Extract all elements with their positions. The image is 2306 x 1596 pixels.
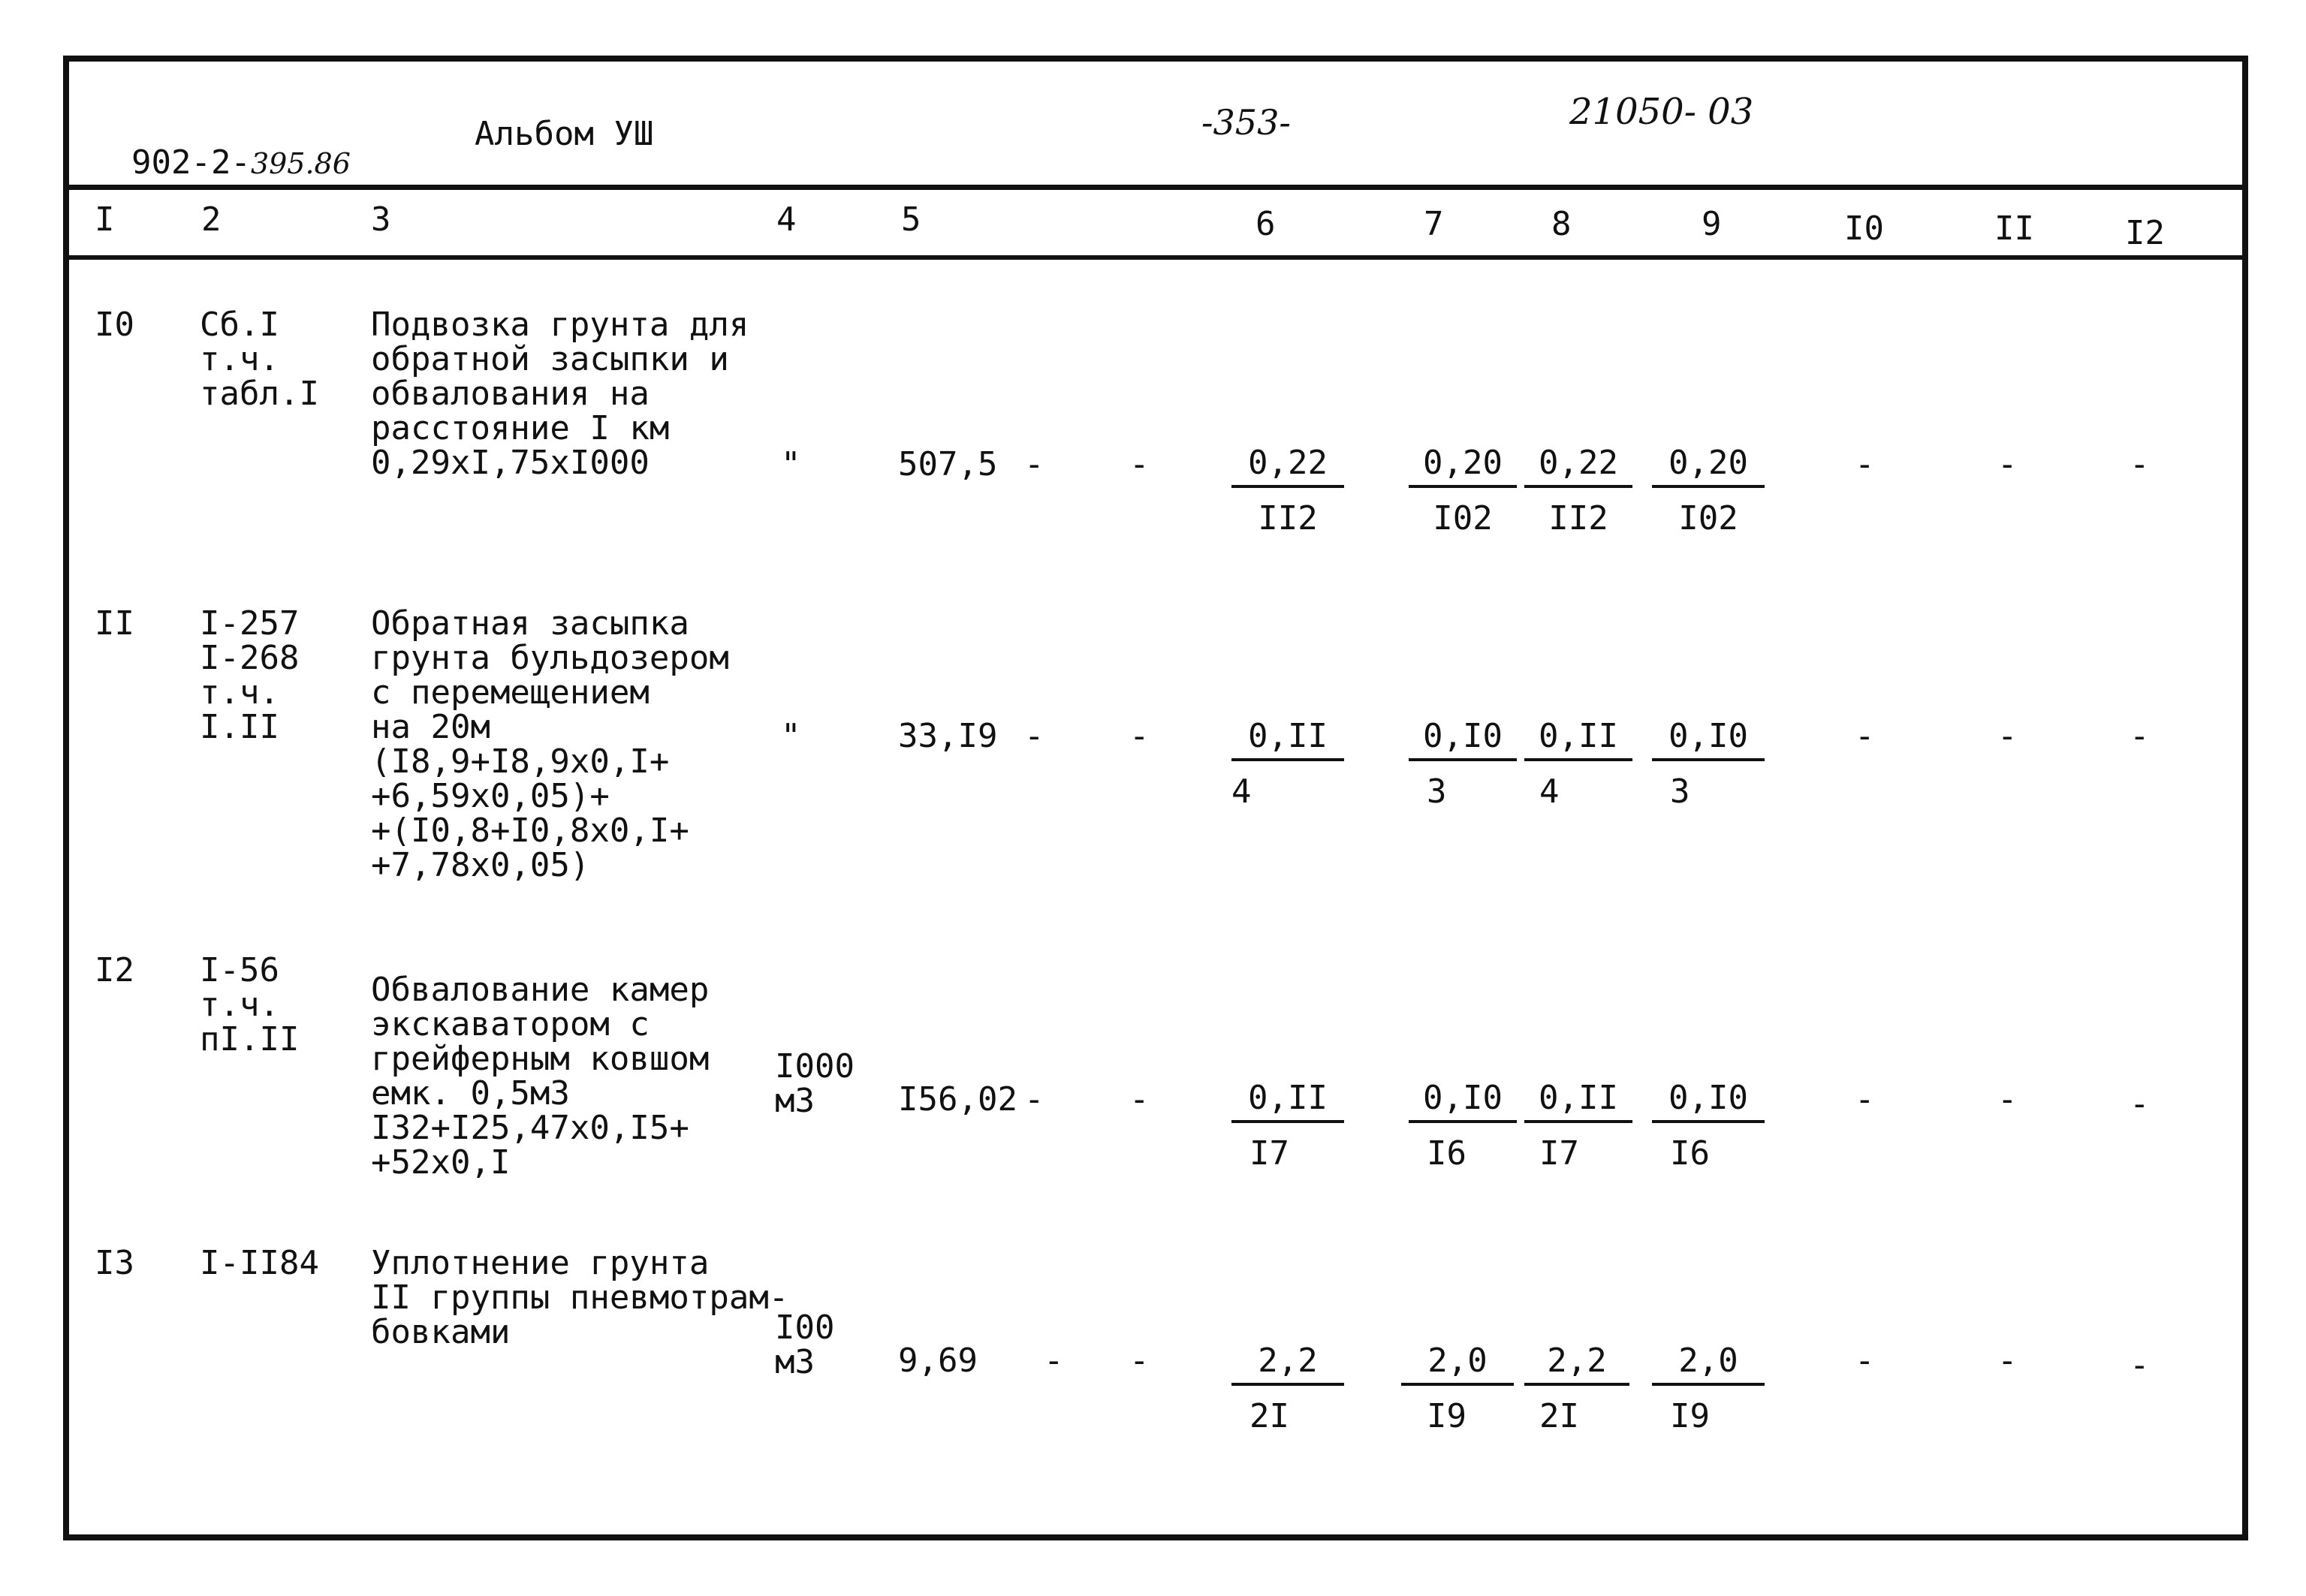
col7-denominator: I9 bbox=[1427, 1397, 1466, 1435]
page-number: -353- bbox=[1201, 102, 1291, 143]
col-header-2: 2 bbox=[201, 200, 222, 239]
row-dash-2: - bbox=[1129, 1080, 1150, 1119]
col6-denominator: I7 bbox=[1249, 1134, 1289, 1173]
col-header-11: II bbox=[1994, 209, 2034, 248]
row-col11: - bbox=[1997, 717, 2018, 755]
row-unit: " bbox=[781, 445, 801, 483]
album-title: Альбом УШ bbox=[475, 115, 654, 153]
col9-denominator: I6 bbox=[1670, 1134, 1710, 1173]
col8-numerator: 0,II bbox=[1524, 719, 1632, 761]
header-rule-bottom bbox=[63, 255, 2248, 260]
row-dash-2: - bbox=[1129, 445, 1150, 483]
row-col11: - bbox=[1997, 1080, 2018, 1119]
row-description: Обвалование камер экскаватором с грейферным ковшом емк. 0,5м3 I32+I25,47х0,I5+ +52х0,I bbox=[371, 971, 710, 1182]
col-header-9: 9 bbox=[1702, 205, 1722, 243]
col9-denominator: I9 bbox=[1670, 1397, 1710, 1435]
col7-numerator: 0,I0 bbox=[1409, 1081, 1517, 1123]
doc-code bbox=[92, 111, 351, 181]
col8-denominator: 2I bbox=[1539, 1397, 1579, 1435]
row-description: Уплотнение грунта II группы пневмотрам- бовками bbox=[371, 1244, 789, 1351]
col-header-5: 5 bbox=[901, 200, 921, 239]
row-unit: I000 м3 bbox=[775, 1047, 855, 1120]
row-col6 bbox=[1231, 1081, 1344, 1171]
col7-denominator: I02 bbox=[1433, 499, 1493, 538]
row-col9 bbox=[1652, 1081, 1765, 1171]
col8-numerator: 2,2 bbox=[1524, 1344, 1629, 1386]
row-col12: - bbox=[2130, 445, 2150, 483]
doc-code-handwritten: 395.86 bbox=[250, 147, 351, 180]
col8-denominator: 4 bbox=[1539, 772, 1560, 811]
col8-numerator: 0,II bbox=[1524, 1081, 1632, 1123]
row-unit: " bbox=[781, 717, 801, 755]
row-col7 bbox=[1409, 719, 1517, 809]
row-dash-1: - bbox=[1024, 717, 1044, 755]
header-rule-top bbox=[63, 185, 2248, 190]
row-col8 bbox=[1524, 1344, 1629, 1434]
row-col10: - bbox=[1855, 445, 1875, 483]
col-header-3: 3 bbox=[371, 200, 391, 239]
col9-denominator: 3 bbox=[1670, 772, 1690, 811]
col9-numerator: 2,0 bbox=[1652, 1344, 1765, 1386]
col-header-12: I2 bbox=[2125, 214, 2165, 252]
row-col7 bbox=[1401, 1344, 1514, 1434]
row-reference: I-II84 bbox=[200, 1244, 319, 1282]
row-col12: - bbox=[2130, 717, 2150, 755]
col6-denominator: 4 bbox=[1231, 772, 1252, 811]
col-header-7: 7 bbox=[1424, 205, 1444, 243]
col6-denominator: 2I bbox=[1249, 1397, 1289, 1435]
col6-numerator: 2,2 bbox=[1231, 1344, 1344, 1386]
row-dash-2: - bbox=[1129, 717, 1150, 755]
row-col8 bbox=[1524, 446, 1632, 536]
row-dash-1: - bbox=[1044, 1342, 1064, 1380]
row-reference: I-56 т.ч. пI.II bbox=[200, 951, 300, 1058]
col-header-10: I0 bbox=[1844, 209, 1884, 248]
col7-numerator: 0,20 bbox=[1409, 446, 1517, 488]
row-number: II bbox=[95, 604, 134, 643]
row-col6 bbox=[1231, 719, 1344, 809]
col-header-1: I bbox=[95, 200, 115, 239]
row-col9 bbox=[1652, 1344, 1765, 1434]
row-col9 bbox=[1652, 446, 1765, 536]
sheet-code: 21050- 03 bbox=[1569, 91, 1754, 133]
col9-numerator: 0,I0 bbox=[1652, 1081, 1765, 1123]
col9-numerator: 0,I0 bbox=[1652, 719, 1765, 761]
row-col10: - bbox=[1855, 1080, 1875, 1119]
col-header-8: 8 bbox=[1551, 205, 1572, 243]
row-col8 bbox=[1524, 719, 1632, 809]
row-col7 bbox=[1409, 1081, 1517, 1171]
row-reference: I-257 I-268 т.ч. I.II bbox=[200, 604, 300, 746]
col6-numerator: 0,II bbox=[1231, 1081, 1344, 1123]
row-reference: Сб.I т.ч. табл.I bbox=[200, 306, 319, 413]
row-col12: - bbox=[2130, 1085, 2150, 1123]
row-col12: - bbox=[2130, 1346, 2150, 1384]
row-col11: - bbox=[1997, 1342, 2018, 1380]
row-col8 bbox=[1524, 1081, 1632, 1171]
col6-numerator: 0,22 bbox=[1231, 446, 1344, 488]
row-col10: - bbox=[1855, 1342, 1875, 1380]
col8-denominator: II2 bbox=[1548, 499, 1608, 538]
col9-denominator: I02 bbox=[1678, 499, 1738, 538]
col8-denominator: I7 bbox=[1539, 1134, 1579, 1173]
row-description: Подвозка грунта для обратной засыпки и обвалования на расстояние I км 0,29хI,75хI000 bbox=[371, 306, 749, 482]
row-dash-1: - bbox=[1024, 445, 1044, 483]
row-col11: - bbox=[1997, 445, 2018, 483]
row-col7 bbox=[1409, 446, 1517, 536]
doc-code-prefix: 902-2- bbox=[131, 143, 251, 182]
col6-numerator: 0,II bbox=[1231, 719, 1344, 761]
row-number: I0 bbox=[95, 306, 134, 344]
col7-numerator: 2,0 bbox=[1401, 1344, 1514, 1386]
row-col6 bbox=[1231, 446, 1344, 536]
col-header-6: 6 bbox=[1255, 205, 1276, 243]
row-col6 bbox=[1231, 1344, 1344, 1434]
row-quantity: I56,02 bbox=[898, 1080, 1017, 1119]
col8-numerator: 0,22 bbox=[1524, 446, 1632, 488]
col9-numerator: 0,20 bbox=[1652, 446, 1765, 488]
row-unit: I00 м3 bbox=[775, 1308, 835, 1381]
row-quantity: 9,69 bbox=[898, 1342, 978, 1380]
row-dash-2: - bbox=[1129, 1342, 1150, 1380]
row-dash-1: - bbox=[1024, 1080, 1044, 1119]
row-col10: - bbox=[1855, 717, 1875, 755]
col7-denominator: I6 bbox=[1427, 1134, 1466, 1173]
col-header-4: 4 bbox=[776, 200, 797, 239]
row-number: I2 bbox=[95, 951, 134, 989]
row-number: I3 bbox=[95, 1244, 134, 1282]
row-col9 bbox=[1652, 719, 1765, 809]
row-quantity: 33,I9 bbox=[898, 717, 998, 755]
row-description: Обратная засыпка грунта бульдозером с перемещением на 20м (I8,9+I8,9х0,I+ +6,59х0,05)+ +(I0,8+I0,8х0,I+ +7,78х0,05) bbox=[371, 604, 729, 884]
col7-numerator: 0,I0 bbox=[1409, 719, 1517, 761]
col7-denominator: 3 bbox=[1427, 772, 1447, 811]
row-quantity: 507,5 bbox=[898, 445, 998, 483]
col6-denominator: II2 bbox=[1258, 499, 1318, 538]
